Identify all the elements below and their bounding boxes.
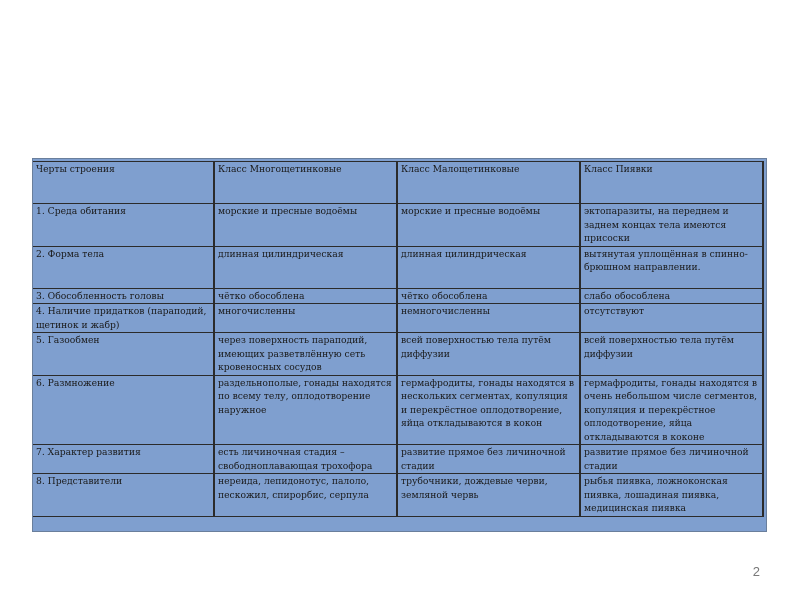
- table-cell: морские и пресные водоёмы: [214, 204, 397, 247]
- header-cell: Класс Многощетинковые: [214, 162, 397, 204]
- table-row: [33, 204, 763, 247]
- table-cell: развитие прямое без личиночной стадии: [397, 445, 580, 474]
- header-cell: Черты строения: [33, 162, 214, 204]
- table-cell: чётко обособлена: [397, 288, 580, 304]
- table-cell: эктопаразиты, на переднем и заднем концах тела имеются присоски: [580, 204, 763, 247]
- table-cell: отсутствуют: [580, 304, 763, 333]
- table-row: [33, 445, 763, 474]
- trait-cell: 1. Среда обитания: [33, 204, 214, 247]
- trait-cell: 3. Обособленность головы: [33, 288, 214, 304]
- table-cell: длинная цилиндрическая: [214, 246, 397, 288]
- header-cell: Класс Пиявки: [580, 162, 763, 204]
- table-cell: гермафродиты, гонады находятся в нескольких сегментах, копуляция и перекрёстное оплодотворение, яйца откладываются в кокон: [397, 375, 580, 445]
- page-number: 2: [752, 564, 760, 579]
- table-row: [33, 246, 763, 288]
- trait-cell: 5. Газообмен: [33, 333, 214, 376]
- trait-cell: 8. Представители: [33, 474, 214, 517]
- header-row: [33, 162, 763, 204]
- table-cell: трубочники, дождевые черви, земляной червь: [397, 474, 580, 517]
- table-row: [33, 288, 763, 304]
- table-cell: гермафродиты, гонады находятся в очень небольшом числе сегментов, копуляция и перекрёстное оплодотворение, яйца откладываются в коконе: [580, 375, 763, 445]
- table-cell: вытянутая уплощённая в спинно-брюшном направлении.: [580, 246, 763, 288]
- table-row: [33, 474, 763, 517]
- table-cell: длинная цилиндрическая: [397, 246, 580, 288]
- table-cell: рыбья пиявка, ложноконская пиявка, лошадиная пиявка, медицинская пиявка: [580, 474, 763, 517]
- table-cell: через поверхность параподий, имеющих разветвлённую сеть кровеносных сосудов: [214, 333, 397, 376]
- table-cell: развитие прямое без личиночной стадии: [580, 445, 763, 474]
- trait-cell: 2. Форма тела: [33, 246, 214, 288]
- table-cell: морские и пресные водоёмы: [397, 204, 580, 247]
- table-cell: слабо обособлена: [580, 288, 763, 304]
- table-cell: всей поверхностью тела путём диффузии: [397, 333, 580, 376]
- table-cell: нереида, лепидонотус, палоло, пескожил, спирорбис, серпула: [214, 474, 397, 517]
- comparison-table: [33, 161, 764, 517]
- trait-cell: 7. Характер развития: [33, 445, 214, 474]
- table-cell: есть личиночная стадия – свободноплавающая трохофора: [214, 445, 397, 474]
- trait-cell: 6. Размножение: [33, 375, 214, 445]
- table-cell: раздельнополые, гонады находятся по всему телу, оплодотворение наружное: [214, 375, 397, 445]
- table-cell: всей поверхностью тела путём диффузии: [580, 333, 763, 376]
- table-cell: многочисленны: [214, 304, 397, 333]
- table-cell: немногочисленны: [397, 304, 580, 333]
- table-cell: чётко обособлена: [214, 288, 397, 304]
- table-row: [33, 375, 763, 445]
- trait-cell: 4. Наличие придатков (параподий, щетинок и жабр): [33, 304, 214, 333]
- table-frame: [32, 158, 767, 532]
- header-cell: Класс Малощетинковые: [397, 162, 580, 204]
- table-row: [33, 333, 763, 376]
- table-row: [33, 304, 763, 333]
